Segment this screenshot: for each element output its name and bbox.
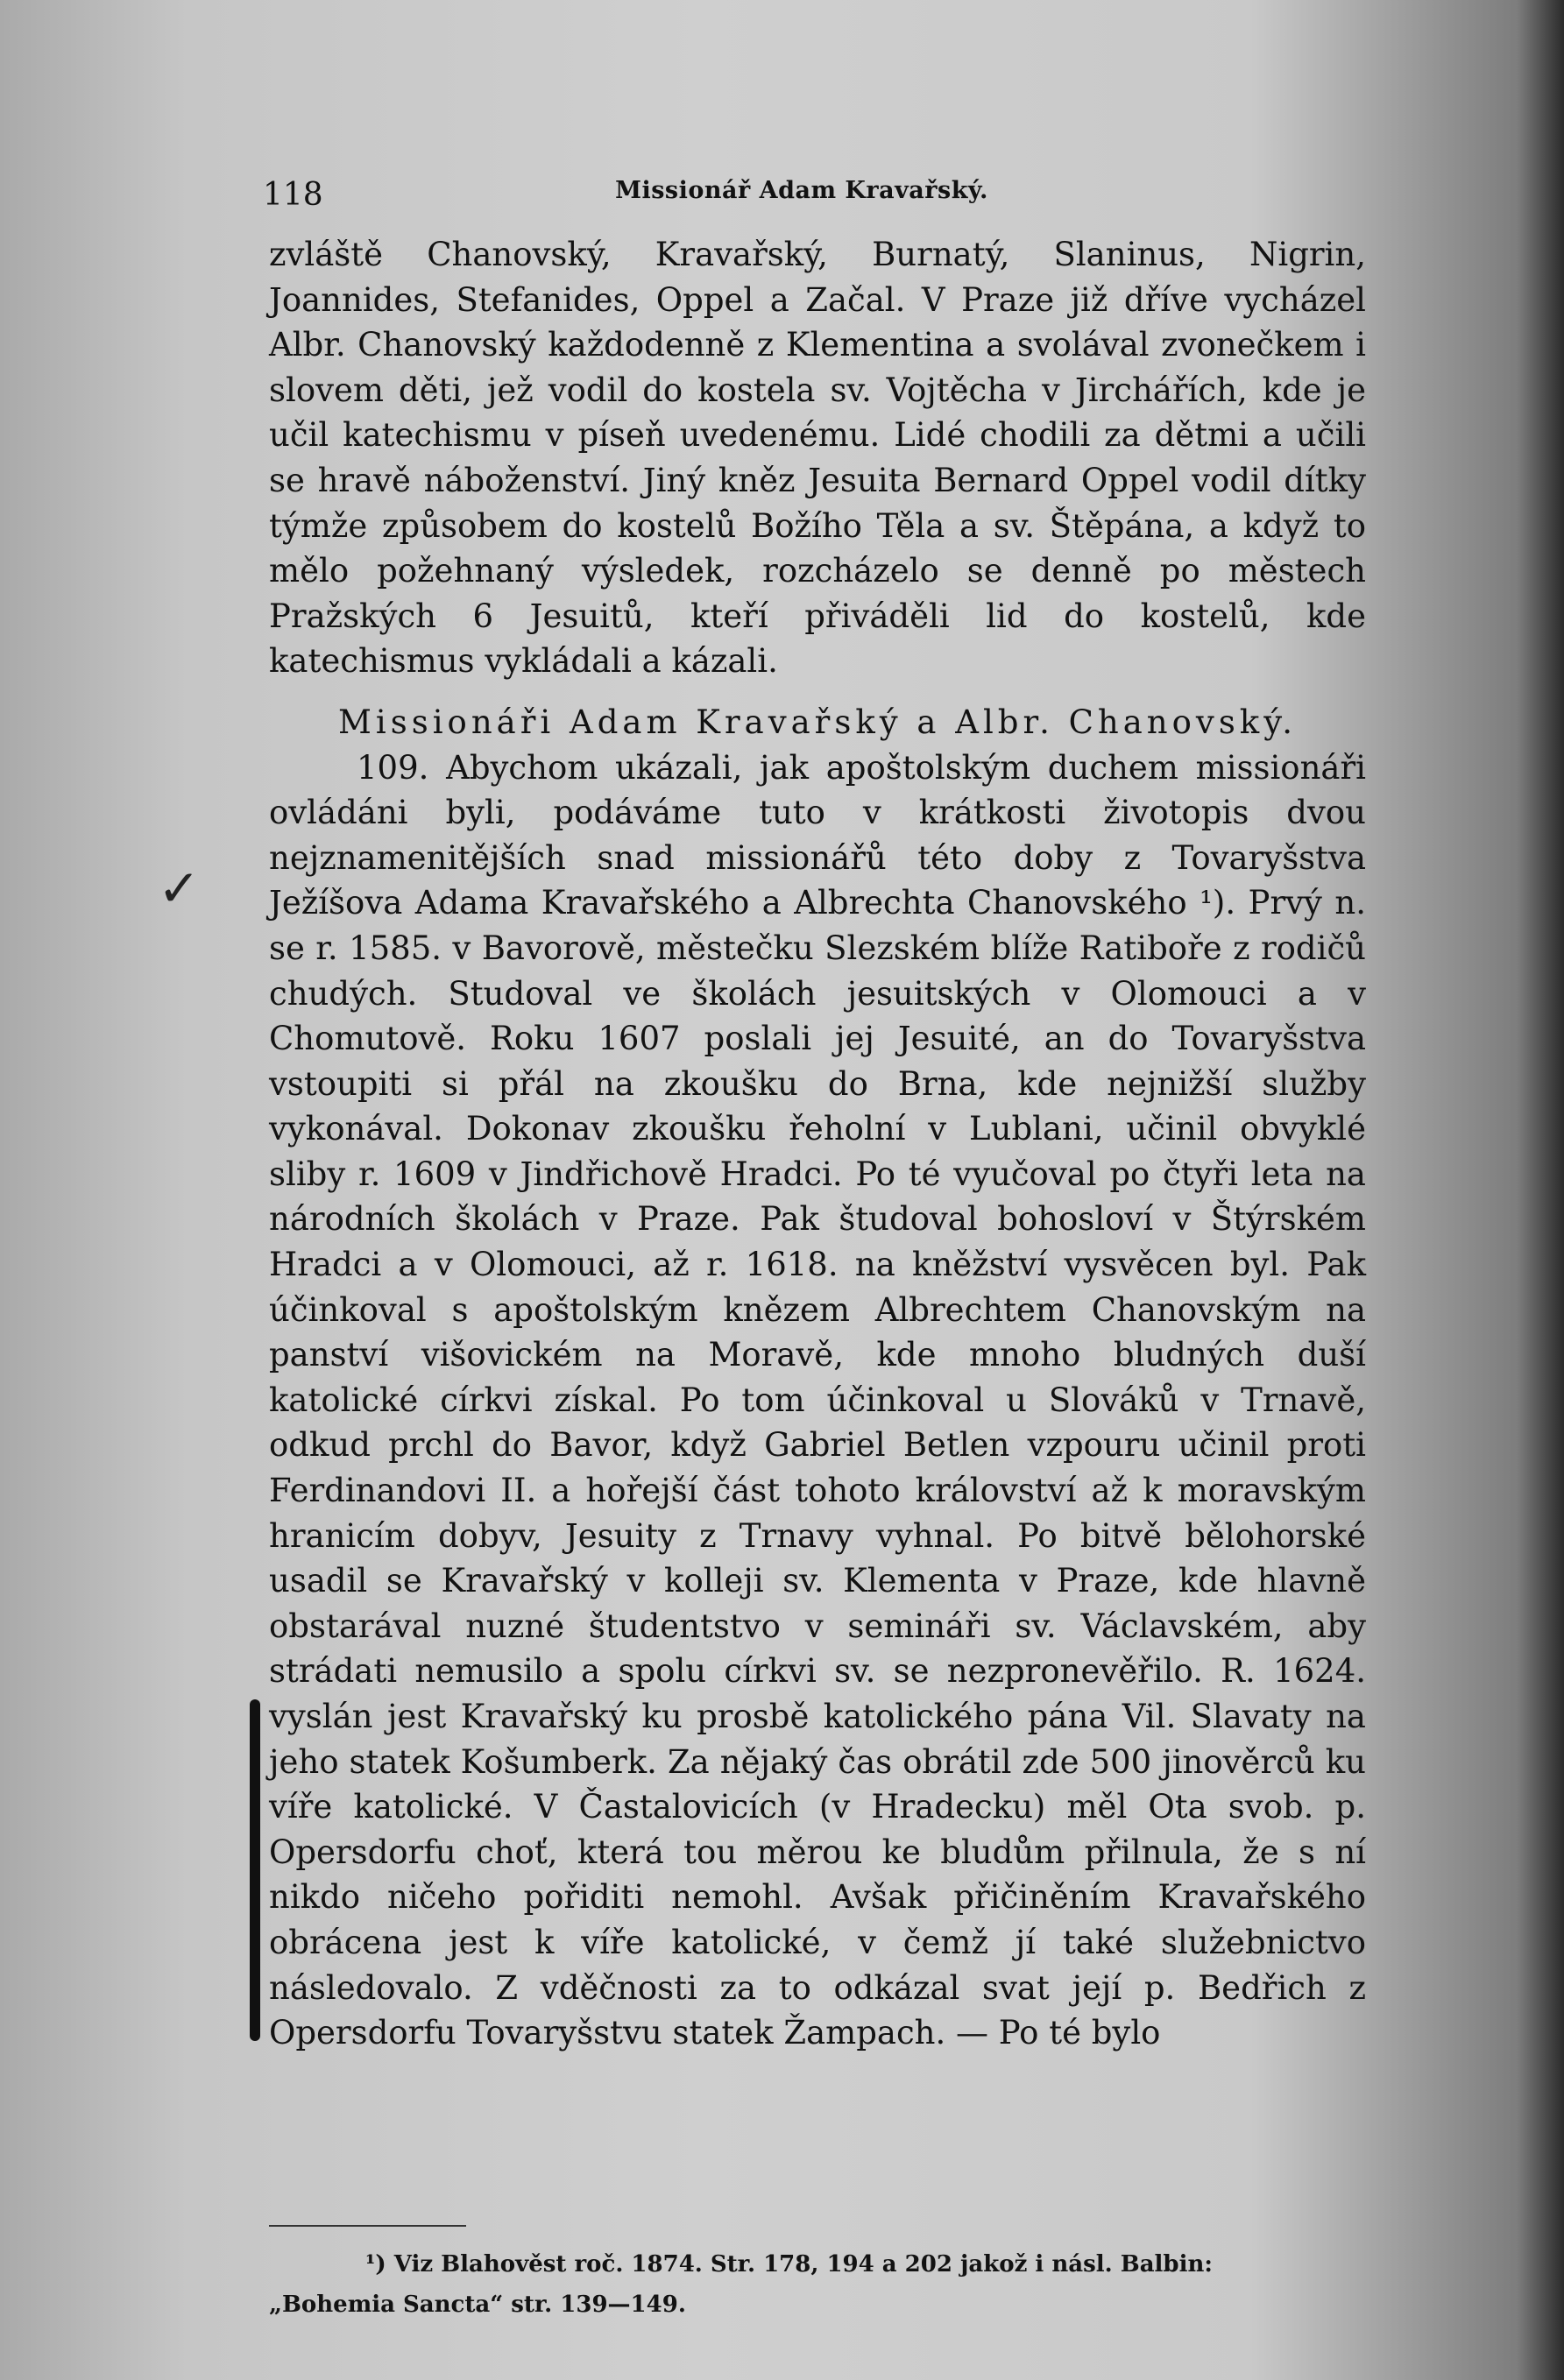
page-header [223,131,1380,213]
paragraph-1: zvláště Chanovský, Kravařský, Burnatý, Slaninus, Nigrin, Joannides, Stefanides, Oppel a Začal. V Praze již dříve vycházel Albr. Chanovský každodenně z Klementina a svolával zvonečkem i slovem děti, jež vodil do kostela sv. Vojtěcha v Jirchářích, kde je učil katechismu v píseň uvedenému. Lidé chodili za dětmi a učili se hravě náboženství. Jiný kněz Jesuita Bernard Oppel vodil dítky týmže způsobem do kostelů Božího Těla a sv. Štěpána, a když to mělo požehnaný výsledek, rozcházelo se denně po městech Pražských 6 Jesuitů, kteří přiváděli lid do kostelů, kde katechismus vykládali a kázali. [269,236,1366,681]
margin-ink-line [250,1699,260,2041]
margin-check-mark: ✓ [158,858,201,918]
page-number: 118 [263,177,323,213]
body-text [269,232,1366,2056]
section-heading: Missionáři Adam Kravařský a Albr. Chanovský. [338,703,1297,741]
footnote [269,2244,1366,2325]
footnote-rule [269,2225,466,2227]
running-title: Missionář Adam Kravařský. [615,177,988,204]
footnote-line-2: „Bohemia Sancta“ str. 139—149. [269,2292,686,2318]
paragraph-2: 109. Abychom ukázali, jak apoštolským duchem missionáři ovládáni byli, podáváme tuto v krátkosti životopis dvou nejznamenitějších snad missionářů této doby z Tovaryšstva Ježíšova Adama Kravařského a Albrechta Chanovského ¹). Prvý n. se r. 1585. v Bavorově, městečku Slezském blíže Ratiboře z rodičů chudých. Studoval ve školách jesuitských v Olomouci a v Chomutově. Roku 1607 poslali jej Jesuité, an do Tovaryšstva vstoupiti si přál na zkoušku do Brna, kde nejnižší služby vykonával. Dokonav zkoušku řeholní v Lublani, učinil obvyklé sliby r. 1609 v Jindřichově Hradci. Po té vyučoval po čtyři leta na národních školách v Praze. Pak študoval bohosloví v Štýrském Hradci a v Olomouci, až r. 1618. na kněžství vysvěcen byl. Pak účinkoval s apoštolským knězem Albrechtem Chanovským na panství višovickém na Moravě, kde mnoho bludných duší katolické církvi získal. Po tom účinkoval u Slováků v Trnavě, odkud prchl do Bavor, když Gabriel Betlen vzpouru učinil proti Ferdinandovi II. a hořejší část tohoto království až k moravským hranicím dobyv, Jesuity z Trnavy vyhnal. Po bitvě bělohorské usadil se Kravařský v kolleji sv. Klementa v Praze, kde hlavně obstarával nuzné študentstvo v semináři sv. Václavském, aby strádati nemusilo a spolu církvi sv. se nezpronevěřilo. R. 1624. vyslán jest Kravařský ku prosbě katolického pána Vil. Slavaty na jeho statek Košumberk. Za nějaký čas obrátil zde 500 jinověrců ku víře katolické. V Častalovicích (v Hradecku) měl Ota svob. p. Opersdorfu choť, která tou měrou ke bludům přilnula, že s ní nikdo ničeho pořiditi nemohl. Avšak přičiněním Kravařského obrácena jest k víře katolické, v čemž jí také služebnictvo následovalo. Z vděčnosti za to odkázal svat její p. Bedřich z Opersdorfu Tovaryšstvu statek Žampach. — Po té bylo [269,748,1366,2052]
footnote-line-1: ¹) Viz Blahověst roč. 1874. Str. 178, 194 a 202 jakož i násl. Balbin: [365,2251,1213,2278]
book-page [223,131,1380,2318]
